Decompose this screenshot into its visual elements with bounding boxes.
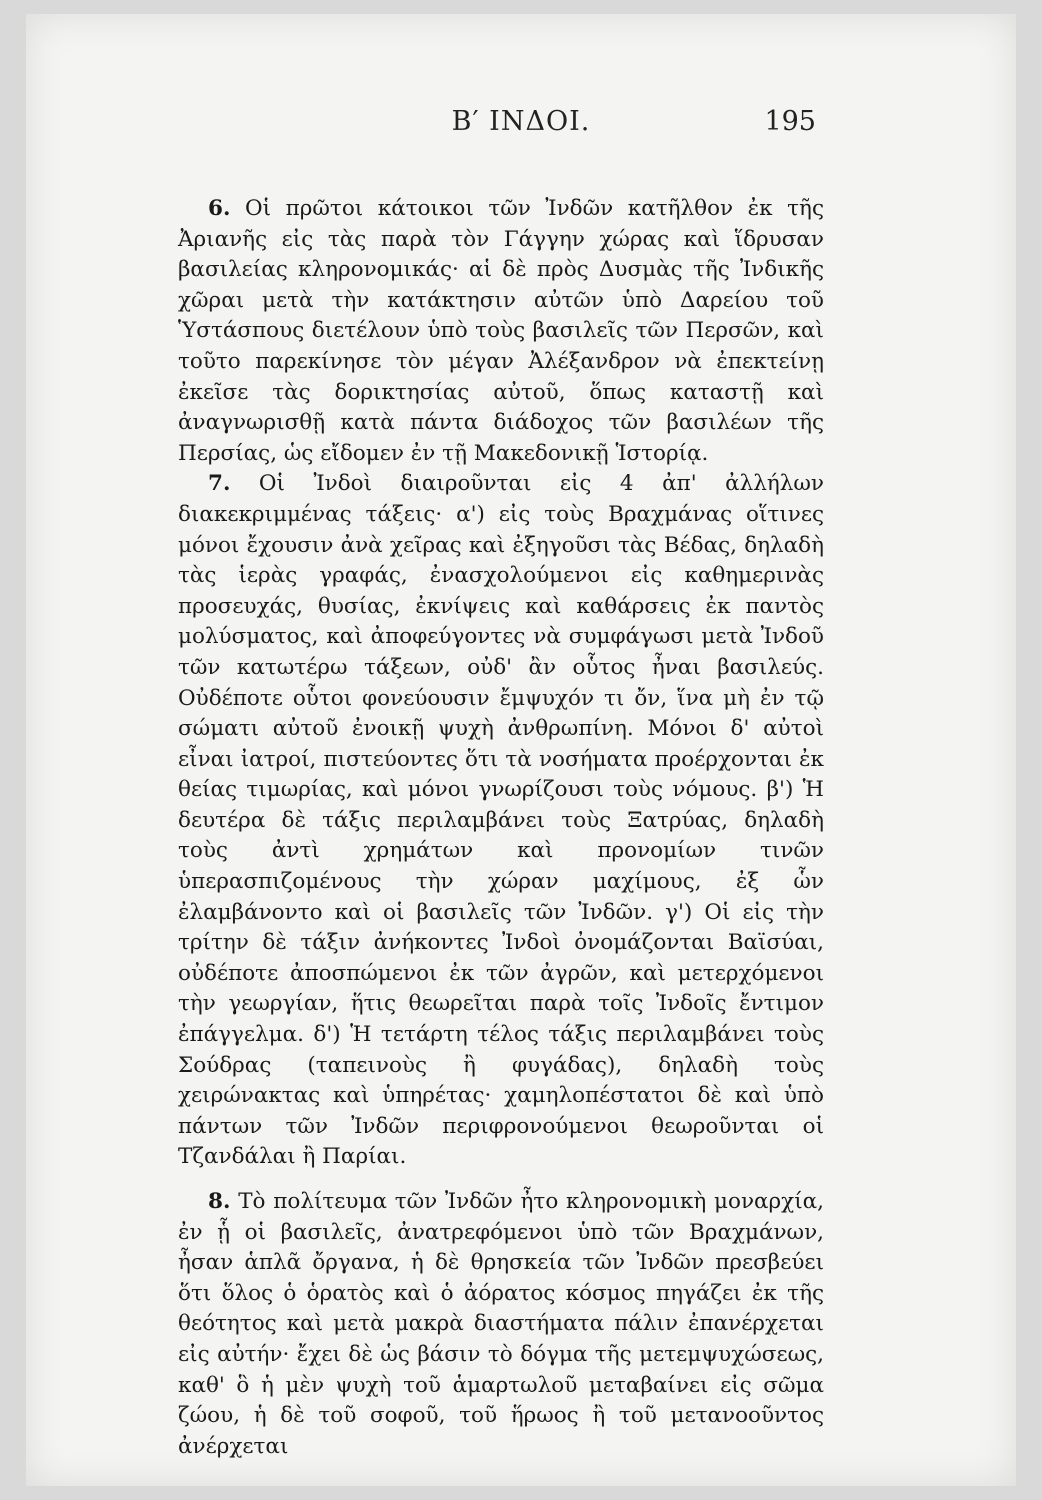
paragraph-number: 7.: [208, 471, 231, 497]
paragraph-text: Τὸ πολίτευμα τῶν Ἰνδῶν ἦτο κληρονομικὴ μοναρχία, ἐν ᾗ οἱ βασιλεῖς, ἀνατρεφόμενοι ὑπὸ τῶν Βραχμάνων, ἦσαν ἁπλᾶ ὄργανα, ἡ δὲ θρησκεία τῶν Ἰνδῶν πρεσβεύει ὅτι ὅλος ὁ ὁρατὸς καὶ ὁ ἀόρατος κόσμος πηγάζει ἐκ τῆς θεότητος καὶ μετὰ μακρὰ διαστήματα πάλιν ἐπανέρχεται εἰς αὐτήν· ἔχει δὲ ὡς βάσιν τὸ δόγμα τῆς μετεμψυχώσεως, καθ' ὃ ἡ μὲν ψυχὴ τοῦ ἁμαρτωλοῦ μεταβαίνει εἰς σῶμα ζώου, ἡ δὲ τοῦ σοφοῦ, τοῦ ἥρωος ἢ τοῦ μετανοοῦντος ἀνέρχεται: [178, 1189, 824, 1459]
paragraph-8: [178, 1187, 824, 1462]
page-header: [26, 106, 1016, 154]
paragraph-7: [178, 469, 824, 1173]
paragraph-text: Οἱ πρῶτοι κάτοικοι τῶν Ἰνδῶν κατῆλθον ἐκ τῆς Ἀριανῆς εἰς τὰς παρὰ τὸν Γάγγην χώρας καὶ ἵδρυσαν βασιλείας κληρονομικάς· αἱ δὲ πρὸς Δυσμὰς τῆς Ἰνδικῆς χῶραι μετὰ τὴν κατάκτησιν αὐτῶν ὑπὸ Δαρείου τοῦ Ὑστάσπους διετέλουν ὑπὸ τοὺς βασιλεῖς τῶν Περσῶν, καὶ τοῦτο παρεκίνησε τὸν μέγαν Ἀλέξανδρον νὰ ἐπεκτείνῃ ἐκεῖσε τὰς δορικτησίας αὐτοῦ, ὅπως καταστῇ καὶ ἀναγνωρισθῇ κατὰ πάντα διάδοχος τῶν βασιλέων τῆς Περσίας, ὡς εἴδομεν ἐν τῇ Μακεδονικῇ Ἱστορίᾳ.: [178, 196, 824, 466]
body-text: [178, 194, 824, 1462]
paragraph-text: Οἱ Ἰνδοὶ διαιροῦνται εἰς 4 ἀπ' ἀλλήλων διακεκριμμένας τάξεις· α') εἰς τοὺς Βραχμάνας οἵτινες μόνοι ἔχουσιν ἀνὰ χεῖρας καὶ ἐξηγοῦσι τὰς Βέδας, δηλαδὴ τὰς ἱερὰς γραφάς, ἐνασχολούμενοι εἰς καθημερινὰς προσευχάς, θυσίας, ἐκνίψεις καὶ καθάρσεις ἐκ παντὸς μολύσματος, καὶ ἀποφεύγοντες νὰ συμφάγωσι μετὰ Ἰνδοῦ τῶν κατωτέρω τάξεων, οὐδ' ἂν οὗτος ἦναι βασιλεύς. Οὐδέποτε οὗτοι φονεύουσιν ἔμψυχόν τι ὄν, ἵνα μὴ ἐν τῷ σώματι αὐτοῦ ἐνοικῇ ψυχὴ ἀνθρωπίνη. Μόνοι δ' αὐτοὶ εἶναι ἰατροί, πιστεύοντες ὅτι τὰ νοσήματα προέρχονται ἐκ θείας τιμωρίας, καὶ μόνοι γνωρίζουσι τοὺς νόμους. β') Ἡ δευτέρα δὲ τάξις περιλαμβάνει τοὺς Ξατρύας, δηλαδὴ τοὺς ἀντὶ χρημάτων καὶ προνομίων τινῶν ὑπερασπιζομένους τὴν χώραν μαχίμους, ἐξ ὧν ἐλαμβάνοντο καὶ οἱ βασιλεῖς τῶν Ἰνδῶν. γ') Οἱ εἰς τὴν τρίτην δὲ τάξιν ἀνήκοντες Ἰνδοὶ ὀνομάζονται Βαϊσύαι, οὐδέποτε ἀποσπώμενοι ἐκ τῶν ἀγρῶν, καὶ μετερχόμενοι τὴν γεωργίαν, ἥτις θεωρεῖται παρὰ τοῖς Ἰνδοῖς ἔντιμον ἐπάγγελμα. δ') Ἡ τετάρτη τέλος τάξις περιλαμβάνει τοὺς Σούδρας (ταπεινοὺς ἢ φυγάδας), δηλαδὴ τοὺς χειρώνακτας καὶ ὑπηρέτας· χαμηλοπέστατοι δὲ καὶ ὑπὸ πάντων τῶν Ἰνδῶν περιφρονούμενοι θεωροῦνται οἱ Τζανδάλαι ἢ Παρίαι.: [178, 471, 824, 1170]
running-title: Β′ ΙΝΔΟΙ.: [451, 106, 591, 137]
page-number: 195: [764, 106, 816, 137]
paragraph-6: [178, 194, 824, 469]
paragraph-number: 6.: [208, 196, 231, 221]
paragraph-number: 8.: [208, 1189, 231, 1214]
book-page: [26, 14, 1016, 1486]
